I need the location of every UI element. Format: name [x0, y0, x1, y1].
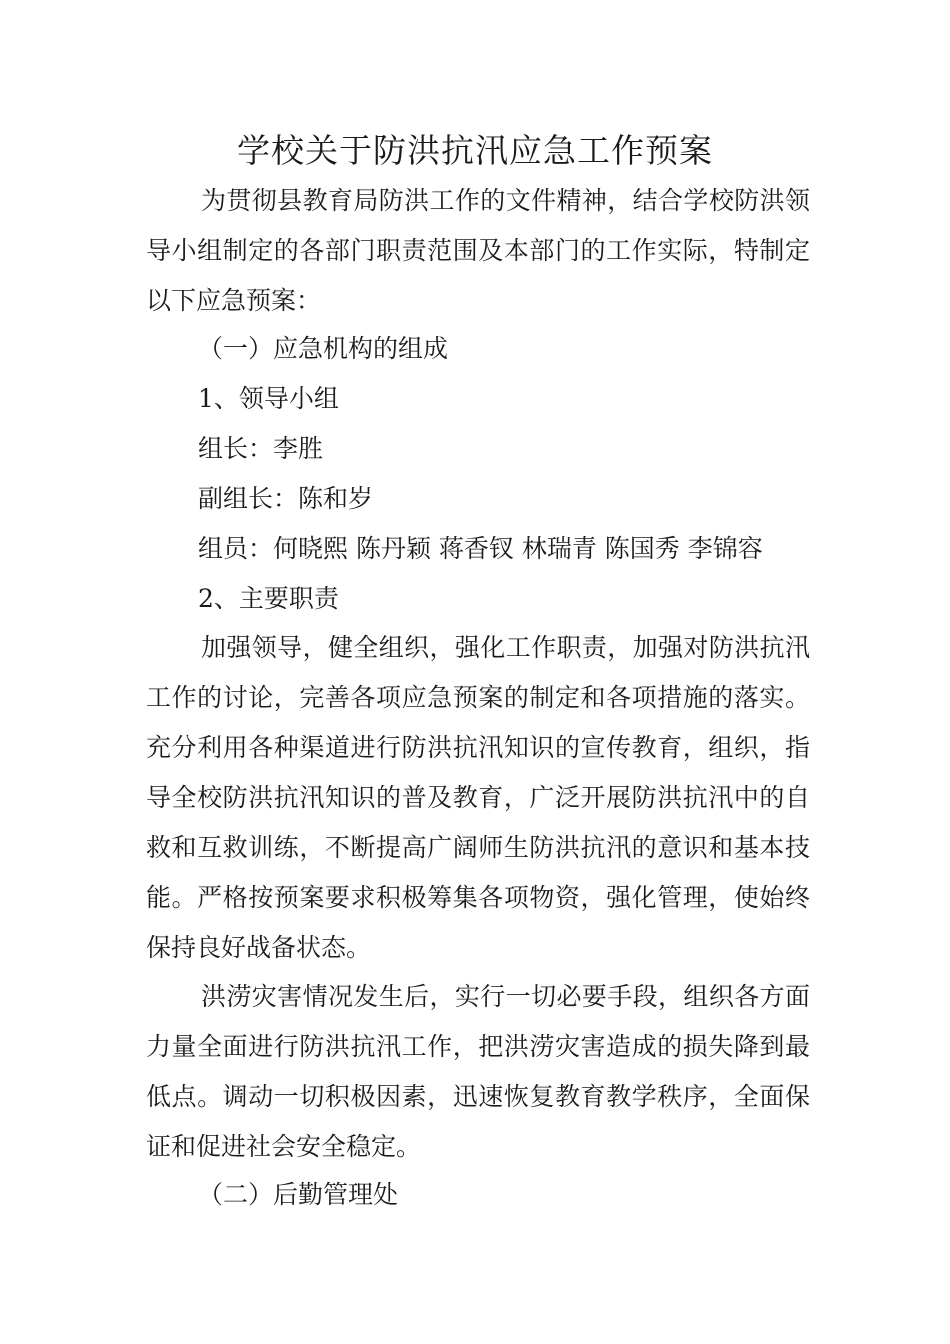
item2-heading: 2、主要职责	[198, 584, 339, 613]
section1-heading: （一）应急机构的组成	[198, 334, 449, 363]
deputy-leader-line: 副组长：陈和岁	[198, 484, 374, 513]
item1-heading: 1、领导小组	[198, 384, 339, 413]
members-line: 组员：何晓熙 陈丹颖 蒋香钗 林瑞青 陈国秀 李锦容	[198, 534, 763, 563]
duty-paragraph-2: 洪涝灾害情况发生后，实行一切必要手段，组织各方面力量全面进行防洪抗汛工作，把洪涝灾害造成的损失降到最低点。调动一切积极因素，迅速恢复教育教学秩序，全面保证和促进社会安全稳定。	[146, 982, 810, 1161]
duty-paragraph-1: 加强领导，健全组织，强化工作职责，加强对防洪抗汛工作的讨论，完善各项应急预案的制定和各项措施的落实。充分利用各种渠道进行防洪抗汛知识的宣传教育，组织，指导全校防洪抗汛知识的普及教育，广泛开展防洪抗汛中的自救和互救训练，不断提高广阔师生防洪抗汛的意识和基本技能。严格按预案要求积极筹集各项物资，强化管理，使始终保持良好战备状态。	[146, 633, 810, 962]
leader-line: 组长：李胜	[198, 434, 324, 463]
intro-paragraph: 为贯彻县教育局防洪工作的文件精神，结合学校防洪领导小组制定的各部门职责范围及本部门的工作实际，特制定以下应急预案：	[146, 186, 810, 315]
document-title: 学校关于防洪抗汛应急工作预案	[237, 131, 713, 170]
section2-heading: （二）后勤管理处	[198, 1180, 399, 1209]
